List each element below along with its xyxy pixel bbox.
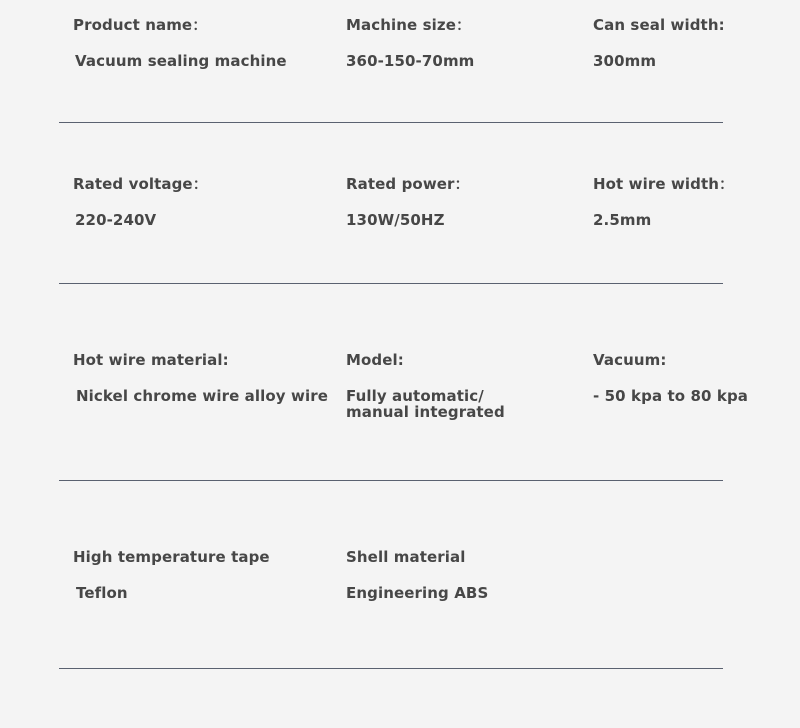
row-divider — [59, 668, 723, 669]
row-divider — [59, 480, 723, 481]
spec-value-can-seal-width: 300mm — [593, 52, 657, 70]
spec-label-model: Model: — [346, 351, 404, 369]
spec-value-rated-voltage: 220-240V — [75, 211, 157, 229]
spec-value-hot-wire-material: Nickel chrome wire alloy wire — [76, 387, 328, 405]
spec-value-rated-power: 130W/50HZ — [346, 211, 445, 229]
spec-value-model: Fully automatic/ manual integrated — [346, 387, 505, 421]
spec-label-hot-wire-width: Hot wire width： — [593, 175, 735, 193]
spec-value-product-name: Vacuum sealing machine — [75, 52, 287, 70]
row-divider — [59, 122, 723, 123]
spec-label-vacuum: Vacuum: — [593, 351, 667, 369]
row-divider — [59, 283, 723, 284]
spec-value-hot-wire-width: 2.5mm — [593, 211, 652, 229]
spec-value-shell-material: Engineering ABS — [346, 584, 489, 602]
spec-label-high-temperature-tape: High temperature tape — [73, 548, 270, 566]
spec-label-rated-power: Rated power： — [346, 175, 470, 193]
spec-label-hot-wire-material: Hot wire material: — [73, 351, 229, 369]
spec-value-machine-size: 360-150-70mm — [346, 52, 475, 70]
spec-value-high-temperature-tape: Teflon — [76, 584, 128, 602]
spec-label-can-seal-width: Can seal width: — [593, 16, 725, 34]
spec-label-product-name: Product name： — [73, 16, 208, 34]
spec-value-vacuum: - 50 kpa to 80 kpa — [593, 387, 749, 405]
spec-label-rated-voltage: Rated voltage： — [73, 175, 208, 193]
spec-label-machine-size: Machine size： — [346, 16, 472, 34]
spec-label-shell-material: Shell material — [346, 548, 466, 566]
